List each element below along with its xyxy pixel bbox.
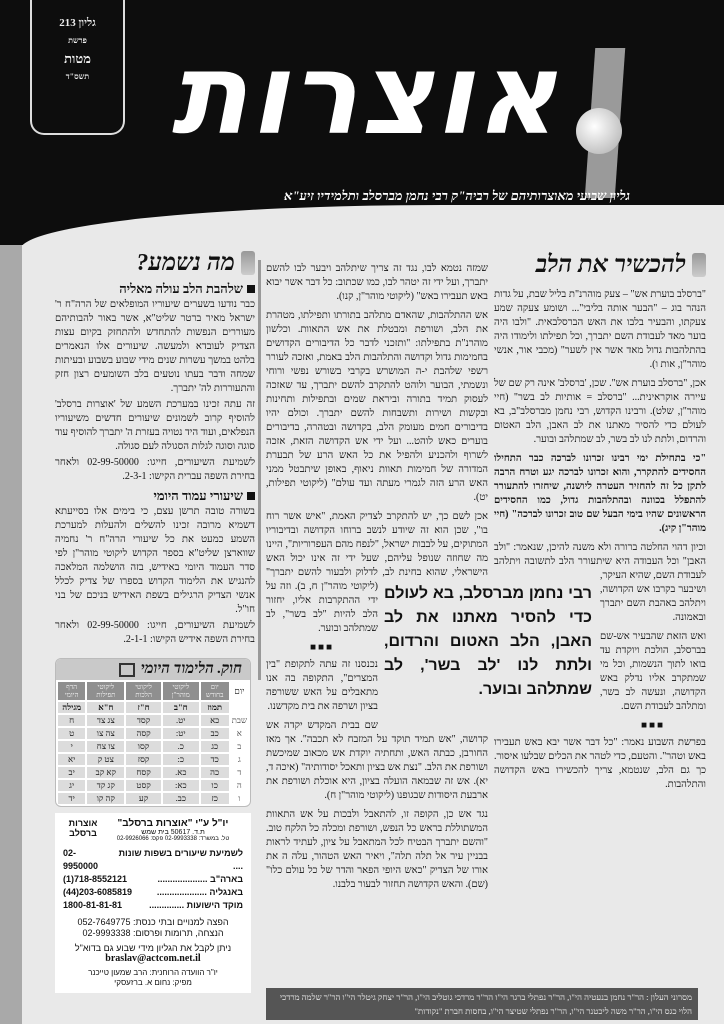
article-title-text: להכשיר את הלב [535,252,686,278]
table-cell: קה קו [87,793,124,804]
table-row [58,780,248,791]
paragraph: "כי בתחילת ימי רבינו זכרונו לברכה כבר התחילו החסידים להתקרר, והוא זכרונו לברכה יגע וטרח הרבה לתקן כל זה להחזיר העטרה ליושנה, שיחזרו להתעורר להתפלל בכוונה ובהתלהבות גדול, כמו החסידים הראשונים שהיו בימי הבעל שם טוב זכרונו לברכה" (חיי מוהר"ן קיג). [494,453,706,534]
paragraph: נכנסנו זה עתה לתקופת "בין המצרים", התקופה בה אנו מתאבלים על האש ששורפה בציון ושרפה את בית מקדשנו. [266,659,378,712]
table-cell: שבת [231,715,247,725]
subheader-cell: מגילה [58,702,85,713]
table-cell: קסז [126,754,161,765]
table-cell: כג [201,741,229,752]
table-cell: כא [201,715,229,726]
table-cell: יג [58,780,85,791]
table-cell: כב [201,728,229,739]
publisher: יו"ל ע"י "אוצרות ברסלב" [117,818,229,829]
table-cell: כה [201,767,229,778]
chair: יו"ר הוועדה הרוחנית: הרב שמעון טייכנר [88,968,218,977]
news-subtitle [55,282,255,296]
news-title-text: מה נשמע? [136,250,235,276]
subtitle-text: שיעורי עמוד היומי [153,488,243,503]
paragraph: אכן לשם כך, יש להתקרב לצדיק האמת, "איש אשר רוח בו", שכן הוא זה שיודע לנשב ברוחו הקדושה ובדיבוריו המתוקים, על לבבות ישראל, "לנפח מהם העפרוריות", היינו מה שחוזה שנופל עליהם, שעל ידי זה אינו יכול האש הישראלי, שהוא בחינת לב, לדלוק ולבעור להשם יתברך" (ליקוטי מוהר"ן ח, ב). וזה על ידי ההתקרבות אליו, יחזור הלב להיות "לב בשר", לב שמתלהב ובוער. [266,511,488,634]
table-cell: ד [231,767,248,778]
parasha-name: מטות [64,51,91,66]
column-header: יום [231,682,248,700]
table-cell: כו [201,780,229,791]
news-title [55,248,255,278]
column-header: הדף היומי [58,682,85,700]
table-row [58,741,248,752]
issue-box [30,0,125,135]
column-header: ליקוטי תפילות [87,682,124,700]
phone-line [63,847,243,873]
phone-label: לשמיעת שיעורים בשפות שונות .... [118,848,243,871]
distribution-phone: הפצה למנויים ובתי כנסת: 052-7649775 [77,917,229,927]
table-cell: כב. [163,793,199,804]
left-margin-strip [0,245,22,1024]
separator: ■■■ [640,720,666,731]
phone-label: מוקד הישועות .............. [149,900,243,910]
table-cell: א [231,728,248,739]
article-title [494,250,706,280]
daily-study-table [55,658,251,807]
newsletter-logo: אוצרות [171,30,559,160]
table-cell: י [58,741,85,752]
credits-box: מסרוני העלון : הר"ר נחמן בנעטיה הי"ו, הר"ר נפתלי ברגר הי"ו הר"ר מרדכי גוטליב הי"ו, הר"ר יצחק גיטלר הי"ו הר"ר שלמה מרדכי הלוי כגס הי"ו, הר"ר משה ליכטנר הי"ו, הר"ר נפתלי שטיצר הי"ו, בחסות חברת "נקודות" [266,988,698,1020]
phone-label: באנגליה .................... [156,887,243,897]
table-cell: כ: [163,754,199,765]
book-icon [119,663,135,677]
table-cell: קא קב [87,767,124,778]
phone-number: (44)203-6085819 [63,887,133,897]
table-cell: יא [58,754,85,765]
phone-number: 02-9950000 [63,848,99,871]
table-row [58,728,248,739]
paragraph: שמזה נטמא לבו, נגד זה צריך שיתלהב ויבער לבו להשם יתברך, ועל ידי זה יטהר לבו, כמו שכתוב: כל דבר אשר יבוא באש תעבירו באש" (ליקוטי מוהר"ן, קנו). [266,263,488,302]
table-title-text: חוק. הלימוד היומי [140,661,242,677]
table-cell: ג [231,754,248,765]
phone-line [63,873,243,886]
table-cell: קע [126,793,161,804]
table-title [56,659,250,680]
paragraph: בשורה טובה תרשן עצם, כי בימים אלו בסייעתא דשמיא מרובה זכינו להשלים ולהעלות למערכת השמע כמעט את כל שיעורי הרה"ח ר' נחמיה שווארצן שליט"א בספר הקדוש ליקוטי מוהר"ן לפי סדר העמוד היומי באידיש, בזה הושלמה המלאכה להנגיש את הלימוד הקדוש בספרו של צדיק לכלל אנשי הצדיק הרגילים בשפת האידיש בניכם של בני חו"ל. [55,506,255,615]
producer: מפיק: נחום א. ברזעסקי [114,978,192,987]
table-row [58,754,248,765]
address: ת.ד. 50617 בית שמש [141,829,205,836]
table-cell: ט [58,728,85,739]
paragraph: נגד אש כן, הקופה זו, להתאבל ולבכות על אש התאוות המשתוללת בראש כל הנפש, ושורפת ומכלה כל הלקח טוב. "והשם יתברך הבטיח לכל המתאבל על ציון, לעתיד לראות בבניין עיר אל תלה תלה", ויאיר האש הטהור, עלה ה את אורו של הצדיק "כאש היופי הפאר והדר של כל עולם כלו" (שם). והאש הקדושה תחזור לבעור בלבנו. [266,809,488,890]
paragraph: אכן, "ברסלב בוערת אש". שכן, 'ברסלב' אינה רק שם של עיירה אוקראינית... "ברסלב = אותיות לב בשר" (חיי מוהר"ן, שלט). ורבינו הקדוש, רבי נחמן מברסלב"ב, בא לעולם כדי להסיר מאתנו את לב האבן, הלב האטום והרדום, ולתת לנו לב בשר, לב שמתלהב ובוער. [494,378,706,445]
paragraph: לשמיעת השיעורים, חייגו: 02-99-50000 ולאחר בחירת השפה אידיש הקישו: 2-1-1. [55,620,255,645]
news-column [55,248,255,652]
paragraph: "ברסלב בוערת אש" – צעק מוהרנ"ת בליל שבת, על גדות הנהר בוג – "הבער אותה בליבי"... ושומע צעקה שמע צעקתו, והבעיר בלבו את האש הברסלבאית. "ולבו היה בוער מאד לעבודת השם יתברך, וכל תפילתו ולימודו היה בהתלהבות גדול מאד אשר אין לשער" (מכבי אור, אנשי מוהר"ן, אות ו). [494,289,706,370]
subheader-cell: תמוז [201,702,229,713]
table-cell: קג קד [87,780,124,791]
table-cell: יב [58,767,85,778]
paragraph: כבר נודעו בשערים שיעוריו המופלאים של הרה"ח ר' ישראל מאיר ברטר שליט"א, אשר באור להבותיהם מעוררים הנפשות להתחדש ולהתחזק בקיום עצות הצדיק לעובדא ולמעשה. שיעורים אלו הנאמרים בלהט במשך עשרות שנים מידי שבוע בשבוע ובעיתות שמחה ודבר בעתו נוטעים בלב השומעים רצון חזק והתעוררות לה' יתברך. [55,299,255,394]
table-cell: קסד [126,715,161,726]
table-cell: כא: [163,780,199,791]
donations-phone: הנצחה, תרומות ופרסום: 02-9993338 [82,928,224,938]
issue-number: גליון 213 [59,17,96,29]
title-emblem-icon [241,251,255,275]
column-header: ליקוטי מוהר"ן [163,682,199,700]
subheader-cell: ח"ז [126,702,161,713]
subtitle-text: שלהבת הלב עולה מאליה [119,281,243,296]
phone-line [63,899,243,912]
phone-number: 1800-81-81-81 [63,900,123,910]
subheader-cell: ח"א [87,702,124,713]
contact-box [55,813,251,993]
column-header: יום בחודש [201,682,229,700]
separator: ■■■ [309,642,335,653]
table-cell: כז [201,793,229,804]
table-cell: צט ק [87,754,124,765]
email-link[interactable]: braslav@actcom.net.il [105,953,201,964]
title-emblem-icon [692,253,706,277]
table-row [58,767,248,778]
phone-number: (1)718-8552121 [63,874,128,884]
table-cell: צו צח [87,741,124,752]
table-row [58,715,248,726]
office-phone: טל. במשרד: 02-9993338 פקס: 02-9926066 [116,836,230,842]
table-cell: כא. [163,767,199,778]
news-subtitle [55,489,255,503]
column-divider [258,260,261,680]
paragraph: ואש הזאת שהבעיר אש-שם בברסלב, הולכת ויוקדת עד בואו לתוך הנשמות, וכל מי שמתקרב אליו נדלק באש הקדושה, ונעשה לב בשר, ומתלהב לעבודת השם. [600,631,706,712]
logo-emblem-icon [580,48,622,198]
email-note: ניתן לקבל את הגליון מידי שבוע גם בדוא"ל [74,943,232,953]
publisher-logo: אוצרות ברסלב [68,818,98,838]
paragraph: בפרשת השבוע נאמר: "כל דבר אשר יבא באש תעבירו באש וטהר". והטעם, כדי לטהר את הכלים שבלעו איסור. כך גם הלב, שנטמא, צריך להכשירו באש הקדושה והתלהבות. [494,737,706,790]
table-cell: קסו [126,741,161,752]
table-cell: כ. [163,741,199,752]
subheader-cell: ח"ב [163,702,199,713]
phone-line [63,886,243,899]
paragraph: לשמיעת השיעורים, חייגו: 02-99-50000 ולאחר בחירת השפה עברית הקישו: 2-3-1. [55,457,255,482]
table-cell: יד [58,793,85,804]
table-cell: צג צד [87,715,124,726]
issue-year: תשס"ד [65,72,90,81]
parasha-label: פרשת [68,36,87,45]
table-cell: ו [231,793,248,804]
table-cell: כד [201,754,229,765]
table-row [58,793,248,804]
paragraph: זה עתה זכינו במערכת השמע של 'אוצרות ברסלב' להוסיף קרוב לשמונים שיעורים חדשים משיעוריו הנפלאים, ועוד היד נטויה בעזרת ה' יתברך להוסיף עוד סוגה וסוגה לגלות הסגולה לעם סגולה. [55,399,255,452]
table-cell: ב [231,741,248,752]
column-header: ליקוטי הלכות [126,682,161,700]
left-sidebar [55,248,255,1018]
table-cell: ח [58,715,85,726]
paragraph: וכיון דהוי החלטה ברורה ולא משנה להיכן, שנאמר: "ולב האבן" וכל העבודה היא שיתעורר הלב לתשובה ויתלהב לעבודת השם, שהיא העיקר, ושיבער בקרבו אש הקדושה, ויתלהב באהבת השם יתברך ובאמונה. [494,542,706,623]
table-subheader-row [58,702,248,713]
table-cell: קסה [126,728,161,739]
table-cell: יט: [163,728,199,739]
paragraph: שם בבית המקדש יקדה אש קדושה, "אש תמיד תוקד על המזבח לא תכבה". אך מאז החורבן, כבתה האש, ותחתיה יוקדת אש מכאוב שמיכשת ושורפת את הלב. "נצת אש בציון ותאכל יסודותיה" (איכה ד, יא). אש זה שבמאה הועלה בציון, היא אוכלת ושורפת את ארבעת היסודות שבגופנו (ליקוטי מוהר"ן ח). [266,720,488,801]
table-cell: יט. [163,715,199,726]
subheader-cell [231,702,248,713]
pull-quote: רבי נחמן מברסלב, בא לעולם כדי להסיר מאתנו את לב האבן, הלב האטום והרדום, ולתת לנו 'לב בשר', לב שמתלהב ובוער. [384,585,592,698]
phone-label: בארה"ב .................... [157,874,243,884]
table-cell: קסט [126,780,161,791]
table-header-row [58,682,248,700]
tagline: גליון שבועי מאוצרותיהם של רביה"ק רבי נחמן מברסלב ותלמידיו זיע"א [283,188,630,203]
table-cell: ה [231,780,248,791]
table-cell: קסח [126,767,161,778]
table-cell: צה צו [87,728,124,739]
paragraph: אש ההתלהבות, שהאדם מתלהב בתורתו ותפילתו, מטהרת את הלב, ושורפת ומבטלת את אש התאוות. וכלשון מוהרנ"ת בתפילתו: "ותזכני לדבר כל הדיבורים הקדושים בחמימות גדול וקדושה והתלהבות הלב באמת, ואזכה לעורר רשפי שלהבת י-ה המושרש בקרבי בשורש נפשי ורוחי ונשמתי, הבוער ולוהט להתקרב להשם יתברך, עד שאזכה לעסוק תמיד בתורה וביראת שמים ובתפילות ותחינות ובקשות ושירות ותשבחות להשם יתברך. וכולם יהיו בדיבורים חמים מעומק הלב, בקדושה ובטהרה, בדיבורים בוערים כאש לוהט... ועל ידי אש הקדושה הזאת, אזכה לשרוף ולהכניע ולהפיל את כל האש הרע של תבערת המדורה של חמימות תאוות ניאוף, באופן שיתבטל ממני האש הרע הזה לגמרי מעתה ועד עולם" (ליקוטי תפילות, יט). [266,310,488,503]
